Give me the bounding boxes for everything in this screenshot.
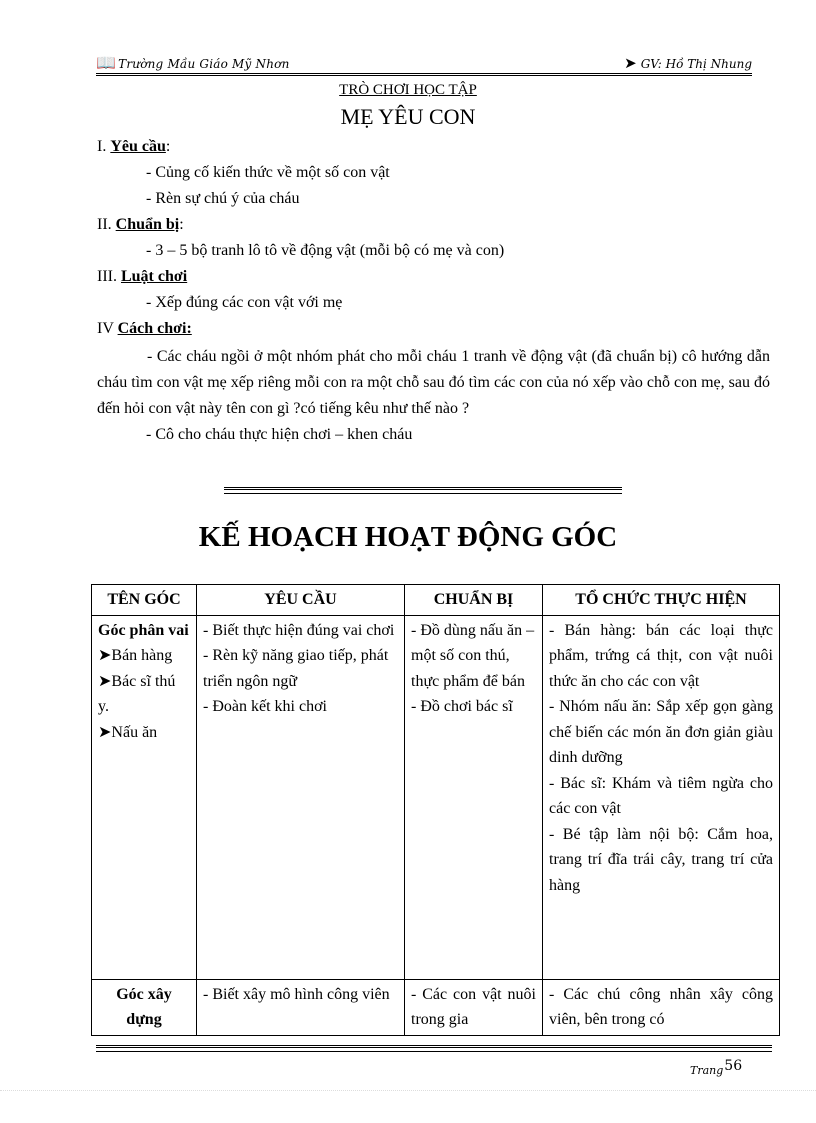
page-number-value: 56	[724, 1058, 743, 1074]
game-instructions	[97, 344, 770, 448]
page-number	[690, 1058, 742, 1077]
cell-line: - Rèn kỹ năng giao tiếp, phát triển ngôn ngữ	[203, 647, 389, 690]
game-subtitle: TRÒ CHƠI HỌC TẬP	[339, 82, 477, 98]
organization-cell: - Các chú công nhân xây công viên, bên trong có	[543, 979, 780, 1035]
corner-item: ➤Bác sĩ thú y.	[98, 672, 176, 715]
section-2-heading: II. Chuẩn bị:	[97, 216, 184, 233]
list-item: - Xếp đúng các con vật với mẹ	[146, 294, 343, 311]
cell-line: - Bán hàng: bán các loại thực phẩm, trứng cá thịt, con vật nuôi thức ăn cho các con vật	[549, 621, 773, 690]
requirements-cell	[197, 615, 405, 979]
corner-item: ➤Nấu ăn	[98, 723, 158, 741]
column-header: TỔ CHỨC THỰC HIỆN	[543, 585, 780, 616]
paragraph: - Các cháu ngồi ở một nhóm phát cho mỗi cháu 1 tranh về động vật (đã chuẩn bị) cô hướng dẫn cháu tìm con vật mẹ xếp riêng mỗi con ra một chỗ sau đó tìm các con của nó xếp vào chỗ con mẹ, sau đó đến hỏi con vật này tên con gì ?có tiếng kêu như thế nào ?	[97, 348, 770, 417]
column-header: CHUẨN BỊ	[405, 585, 543, 616]
cell-line: - Biết thực hiện đúng vai chơi	[203, 621, 395, 639]
arrow-icon: ➤	[98, 647, 112, 664]
game-title: MẸ YÊU CON	[340, 104, 476, 129]
arrow-icon: ➤	[98, 723, 112, 741]
corner-cell: Góc xây dựng	[92, 979, 197, 1035]
section-4-heading: IV Cách chơi:	[97, 320, 192, 337]
teacher-name: GV: Hồ Thị Nhung	[640, 57, 752, 71]
activity-plan-table	[91, 584, 780, 1036]
table-header-row	[92, 585, 780, 616]
cell-line: - Đồ chơi bác sĩ	[411, 698, 513, 715]
footer-rule	[96, 1045, 772, 1050]
corner-name: Góc phân vai	[98, 621, 189, 639]
page-header	[96, 50, 752, 76]
cell-line: - Bác sĩ: Khám và tiêm ngừa cho các con vật	[549, 774, 773, 817]
divider	[224, 487, 622, 492]
corner-cell	[92, 615, 197, 979]
bottom-dotted-rule	[0, 1090, 816, 1091]
school-name: Trường Mầu Giáo Mỹ Nhơn	[118, 57, 290, 71]
column-header: TÊN GÓC	[92, 585, 197, 616]
book-icon: 📖	[96, 53, 117, 72]
paragraph: - Cô cho cháu thực hiện chơi – khen cháu	[146, 426, 413, 443]
cell-line: - Bé tập làm nội bộ: Cắm hoa, trang trí đĩa trái cây, trang trí cửa hàng	[549, 825, 773, 894]
column-header: YÊU CẦU	[197, 585, 405, 616]
corner-item: ➤Bán hàng	[98, 647, 173, 664]
section-1-heading: I. Yêu cầu:	[97, 138, 171, 155]
arrow-icon: ➤	[98, 672, 112, 690]
cell-line: - Nhóm nấu ăn: Sắp xếp gọn gàng chế biến các món ăn đơn giản giàu dinh dưỡng	[549, 698, 773, 766]
header-right	[624, 54, 752, 72]
table-row	[92, 615, 780, 979]
section-3-heading: III. Luật chơi	[97, 268, 188, 285]
page-label: Trang	[690, 1064, 724, 1077]
table-row	[92, 979, 780, 1035]
list-item: - 3 – 5 bộ tranh lô tô về động vật (mỗi bộ có mẹ và con)	[146, 242, 505, 259]
organization-cell	[543, 615, 780, 979]
cell-line: - Đồ dùng nấu ăn – một số con thú, thực phẩm để bán	[411, 621, 535, 690]
arrow-icon: ➤	[624, 54, 637, 72]
cell-line: - Đoàn kết khi chơi	[203, 698, 327, 715]
plan-title: KẾ HOẠCH HOẠT ĐỘNG GÓC	[198, 521, 618, 553]
requirements-cell: - Biết xây mô hình công viên	[197, 979, 405, 1035]
preparation-cell: - Các con vật nuôi trong gia	[405, 979, 543, 1035]
footer-rule	[96, 1051, 772, 1052]
list-item: - Củng cố kiến thức về một số con vật	[146, 164, 390, 181]
preparation-cell	[405, 615, 543, 979]
divider	[224, 493, 622, 494]
list-item: - Rèn sự chú ý của cháu	[146, 190, 300, 207]
header-left	[96, 53, 290, 72]
header-rule	[96, 73, 752, 76]
